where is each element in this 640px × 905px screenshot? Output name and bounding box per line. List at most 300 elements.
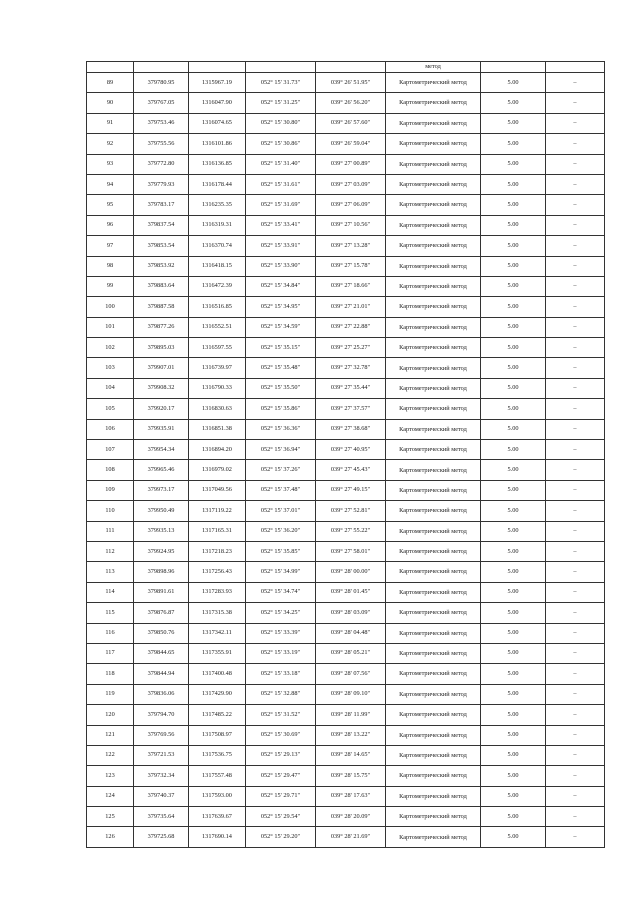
method-cell: Картометрический метод [386, 338, 481, 358]
cell-empty [316, 62, 386, 73]
cell-empty [481, 62, 546, 73]
table-row [87, 807, 605, 827]
method-cell: Картометрический метод [386, 297, 481, 317]
method-cell: Картометрический метод [386, 399, 481, 419]
extra-cell: – [546, 664, 605, 684]
extra-cell: – [546, 582, 605, 602]
x-coordinate-cell: 379935.91 [134, 419, 189, 439]
method-cell: Картометрический метод [386, 603, 481, 623]
x-coordinate-cell: 379877.26 [134, 317, 189, 337]
point-number-cell: 95 [87, 195, 134, 215]
point-number-cell: 98 [87, 256, 134, 276]
accuracy-cell: 5.00 [481, 480, 546, 500]
y-coordinate-cell: 1317508.97 [189, 725, 246, 745]
table-row [87, 541, 605, 561]
table-row [87, 766, 605, 786]
point-number-cell: 107 [87, 440, 134, 460]
y-coordinate-cell: 1316074.65 [189, 113, 246, 133]
extra-cell: – [546, 399, 605, 419]
x-coordinate-cell: 379753.46 [134, 113, 189, 133]
y-coordinate-cell: 1317283.93 [189, 582, 246, 602]
table-row [87, 786, 605, 806]
longitude-cell: 039° 27' 25.27" [316, 338, 386, 358]
point-number-cell: 104 [87, 378, 134, 398]
accuracy-cell: 5.00 [481, 419, 546, 439]
x-coordinate-cell: 379924.95 [134, 541, 189, 561]
extra-cell: – [546, 73, 605, 93]
y-coordinate-cell: 1316472.39 [189, 276, 246, 296]
y-coordinate-cell: 1317639.67 [189, 807, 246, 827]
accuracy-cell: 5.00 [481, 684, 546, 704]
extra-cell: – [546, 154, 605, 174]
longitude-cell: 039° 28' 03.09" [316, 603, 386, 623]
x-coordinate-cell: 379779.93 [134, 174, 189, 194]
table-row [87, 154, 605, 174]
accuracy-cell: 5.00 [481, 195, 546, 215]
y-coordinate-cell: 1317315.38 [189, 603, 246, 623]
point-number-cell: 108 [87, 460, 134, 480]
x-coordinate-cell: 379950.49 [134, 501, 189, 521]
longitude-cell: 039° 27' 15.78" [316, 256, 386, 276]
method-cell: Картометрический метод [386, 236, 481, 256]
latitude-cell: 052° 15' 29.54" [246, 807, 316, 827]
point-number-cell: 123 [87, 766, 134, 786]
x-coordinate-cell: 379907.01 [134, 358, 189, 378]
x-coordinate-cell: 379891.61 [134, 582, 189, 602]
extra-cell: – [546, 603, 605, 623]
latitude-cell: 052° 15' 29.47" [246, 766, 316, 786]
x-coordinate-cell: 379853.92 [134, 256, 189, 276]
extra-cell: – [546, 480, 605, 500]
latitude-cell: 052° 15' 34.99" [246, 562, 316, 582]
x-coordinate-cell: 379740.37 [134, 786, 189, 806]
accuracy-cell: 5.00 [481, 276, 546, 296]
point-number-cell: 96 [87, 215, 134, 235]
longitude-cell: 039° 27' 38.68" [316, 419, 386, 439]
latitude-cell: 052° 15' 31.69" [246, 195, 316, 215]
longitude-cell: 039° 27' 35.44" [316, 378, 386, 398]
x-coordinate-cell: 379721.53 [134, 745, 189, 765]
point-number-cell: 89 [87, 73, 134, 93]
table-row [87, 297, 605, 317]
point-number-cell: 109 [87, 480, 134, 500]
y-coordinate-cell: 1316894.20 [189, 440, 246, 460]
longitude-cell: 039° 28' 07.56" [316, 664, 386, 684]
x-coordinate-cell: 379920.17 [134, 399, 189, 419]
longitude-cell: 039° 26' 57.60" [316, 113, 386, 133]
x-coordinate-cell: 379853.54 [134, 236, 189, 256]
extra-cell: – [546, 725, 605, 745]
latitude-cell: 052° 15' 33.18" [246, 664, 316, 684]
point-number-cell: 125 [87, 807, 134, 827]
method-cell: Картометрический метод [386, 317, 481, 337]
accuracy-cell: 5.00 [481, 582, 546, 602]
point-number-cell: 102 [87, 338, 134, 358]
table-row [87, 236, 605, 256]
extra-cell: – [546, 827, 605, 847]
latitude-cell: 052° 15' 35.50" [246, 378, 316, 398]
longitude-cell: 039° 28' 09.10" [316, 684, 386, 704]
method-cell: Картометрический метод [386, 521, 481, 541]
table-row [87, 501, 605, 521]
method-cell: Картометрический метод [386, 705, 481, 725]
table-row [87, 215, 605, 235]
method-cell: Картометрический метод [386, 766, 481, 786]
y-coordinate-cell: 1316178.44 [189, 174, 246, 194]
accuracy-cell: 5.00 [481, 643, 546, 663]
y-coordinate-cell: 1316418.15 [189, 256, 246, 276]
latitude-cell: 052° 15' 36.36" [246, 419, 316, 439]
longitude-cell: 039° 27' 03.09" [316, 174, 386, 194]
longitude-cell: 039° 28' 00.00" [316, 562, 386, 582]
point-number-cell: 117 [87, 643, 134, 663]
table-row [87, 358, 605, 378]
accuracy-cell: 5.00 [481, 827, 546, 847]
extra-cell: – [546, 113, 605, 133]
accuracy-cell: 5.00 [481, 134, 546, 154]
x-coordinate-cell: 379887.58 [134, 297, 189, 317]
latitude-cell: 052° 15' 33.91" [246, 236, 316, 256]
table-row [87, 317, 605, 337]
table-row [87, 134, 605, 154]
cell-empty [246, 62, 316, 73]
point-number-cell: 100 [87, 297, 134, 317]
table-row [87, 623, 605, 643]
extra-cell: – [546, 174, 605, 194]
method-cell: Картометрический метод [386, 541, 481, 561]
latitude-cell: 052° 15' 33.19" [246, 643, 316, 663]
table-row [87, 174, 605, 194]
table-row [87, 113, 605, 133]
table-body [87, 62, 605, 848]
extra-cell: – [546, 256, 605, 276]
x-coordinate-cell: 379794.70 [134, 705, 189, 725]
method-cell: Картометрический метод [386, 582, 481, 602]
latitude-cell: 052° 15' 37.26" [246, 460, 316, 480]
method-cell: Картометрический метод [386, 419, 481, 439]
longitude-cell: 039° 28' 20.09" [316, 807, 386, 827]
method-cell: Картометрический метод [386, 501, 481, 521]
accuracy-cell: 5.00 [481, 93, 546, 113]
method-cell: Картометрический метод [386, 562, 481, 582]
x-coordinate-cell: 379725.68 [134, 827, 189, 847]
latitude-cell: 052° 15' 31.73" [246, 73, 316, 93]
accuracy-cell: 5.00 [481, 297, 546, 317]
method-cell: Картометрический метод [386, 684, 481, 704]
method-cell: Картометрический метод [386, 113, 481, 133]
table-row [87, 521, 605, 541]
x-coordinate-cell: 379954.34 [134, 440, 189, 460]
latitude-cell: 052° 15' 32.88" [246, 684, 316, 704]
table-row [87, 195, 605, 215]
longitude-cell: 039° 26' 59.04" [316, 134, 386, 154]
extra-cell: – [546, 521, 605, 541]
x-coordinate-cell: 379973.17 [134, 480, 189, 500]
extra-cell: – [546, 786, 605, 806]
extra-cell: – [546, 215, 605, 235]
table-row [87, 664, 605, 684]
table-row [87, 399, 605, 419]
extra-cell: – [546, 236, 605, 256]
table-row [87, 745, 605, 765]
longitude-cell: 039° 28' 05.21" [316, 643, 386, 663]
latitude-cell: 052° 15' 30.86" [246, 134, 316, 154]
latitude-cell: 052° 15' 30.80" [246, 113, 316, 133]
extra-cell: – [546, 643, 605, 663]
table-row [87, 643, 605, 663]
accuracy-cell: 5.00 [481, 603, 546, 623]
y-coordinate-cell: 1317593.00 [189, 786, 246, 806]
table-row [87, 73, 605, 93]
method-cell: Картометрический метод [386, 215, 481, 235]
y-coordinate-cell: 1317355.91 [189, 643, 246, 663]
y-coordinate-cell: 1316235.35 [189, 195, 246, 215]
y-coordinate-cell: 1317165.31 [189, 521, 246, 541]
point-number-cell: 106 [87, 419, 134, 439]
table-row [87, 582, 605, 602]
y-coordinate-cell: 1316319.31 [189, 215, 246, 235]
longitude-cell: 039° 27' 00.89" [316, 154, 386, 174]
cell-empty [87, 62, 134, 73]
point-number-cell: 118 [87, 664, 134, 684]
x-coordinate-cell: 379876.87 [134, 603, 189, 623]
x-coordinate-cell: 379844.65 [134, 643, 189, 663]
point-number-cell: 90 [87, 93, 134, 113]
method-cell: Картометрический метод [386, 358, 481, 378]
x-coordinate-cell: 379965.46 [134, 460, 189, 480]
extra-cell: – [546, 276, 605, 296]
method-cell: Картометрический метод [386, 195, 481, 215]
accuracy-cell: 5.00 [481, 623, 546, 643]
accuracy-cell: 5.00 [481, 460, 546, 480]
extra-cell: – [546, 378, 605, 398]
extra-cell: – [546, 195, 605, 215]
point-number-cell: 112 [87, 541, 134, 561]
extra-cell: – [546, 297, 605, 317]
point-number-cell: 99 [87, 276, 134, 296]
longitude-cell: 039° 27' 22.88" [316, 317, 386, 337]
latitude-cell: 052° 15' 30.69" [246, 725, 316, 745]
longitude-cell: 039° 27' 21.01" [316, 297, 386, 317]
y-coordinate-cell: 1316851.38 [189, 419, 246, 439]
x-coordinate-cell: 379836.06 [134, 684, 189, 704]
longitude-cell: 039° 28' 15.75" [316, 766, 386, 786]
longitude-cell: 039° 28' 04.48" [316, 623, 386, 643]
longitude-cell: 039° 27' 32.78" [316, 358, 386, 378]
extra-cell: – [546, 460, 605, 480]
method-cell: Картометрический метод [386, 440, 481, 460]
method-cell: Картометрический метод [386, 623, 481, 643]
latitude-cell: 052° 15' 31.25" [246, 93, 316, 113]
extra-cell: – [546, 541, 605, 561]
point-number-cell: 120 [87, 705, 134, 725]
point-number-cell: 124 [87, 786, 134, 806]
method-cell: Картометрический метод [386, 745, 481, 765]
y-coordinate-cell: 1317256.43 [189, 562, 246, 582]
x-coordinate-cell: 379850.76 [134, 623, 189, 643]
point-number-cell: 126 [87, 827, 134, 847]
table-row [87, 338, 605, 358]
latitude-cell: 052° 15' 31.40" [246, 154, 316, 174]
latitude-cell: 052° 15' 35.86" [246, 399, 316, 419]
point-number-cell: 114 [87, 582, 134, 602]
y-coordinate-cell: 1317485.22 [189, 705, 246, 725]
longitude-cell: 039° 28' 21.69" [316, 827, 386, 847]
longitude-cell: 039° 27' 18.66" [316, 276, 386, 296]
extra-cell: – [546, 684, 605, 704]
accuracy-cell: 5.00 [481, 73, 546, 93]
x-coordinate-cell: 379883.64 [134, 276, 189, 296]
method-cell: Картометрический метод [386, 93, 481, 113]
point-number-cell: 91 [87, 113, 134, 133]
accuracy-cell: 5.00 [481, 154, 546, 174]
accuracy-cell: 5.00 [481, 358, 546, 378]
table-row [87, 256, 605, 276]
method-cell: Картометрический метод [386, 827, 481, 847]
extra-cell: – [546, 766, 605, 786]
table-row [87, 603, 605, 623]
x-coordinate-cell: 379844.94 [134, 664, 189, 684]
accuracy-cell: 5.00 [481, 807, 546, 827]
latitude-cell: 052° 15' 36.94" [246, 440, 316, 460]
longitude-cell: 039° 27' 49.15" [316, 480, 386, 500]
table-row [87, 684, 605, 704]
cell-empty [546, 62, 605, 73]
y-coordinate-cell: 1317218.23 [189, 541, 246, 561]
accuracy-cell: 5.00 [481, 338, 546, 358]
extra-cell: – [546, 358, 605, 378]
latitude-cell: 052° 15' 35.15" [246, 338, 316, 358]
accuracy-cell: 5.00 [481, 399, 546, 419]
latitude-cell: 052° 15' 29.71" [246, 786, 316, 806]
x-coordinate-cell: 379769.56 [134, 725, 189, 745]
table-row [87, 827, 605, 847]
latitude-cell: 052° 15' 31.61" [246, 174, 316, 194]
y-coordinate-cell: 1317429.90 [189, 684, 246, 704]
method-cell: Картометрический метод [386, 643, 481, 663]
longitude-cell: 039° 27' 55.22" [316, 521, 386, 541]
longitude-cell: 039° 26' 51.95" [316, 73, 386, 93]
point-number-cell: 92 [87, 134, 134, 154]
x-coordinate-cell: 379767.05 [134, 93, 189, 113]
latitude-cell: 052° 15' 35.85" [246, 541, 316, 561]
table-row [87, 419, 605, 439]
y-coordinate-cell: 1316790.33 [189, 378, 246, 398]
accuracy-cell: 5.00 [481, 745, 546, 765]
continuation-method-cell: метод [386, 62, 481, 73]
point-number-cell: 119 [87, 684, 134, 704]
accuracy-cell: 5.00 [481, 113, 546, 133]
longitude-cell: 039° 27' 37.57" [316, 399, 386, 419]
y-coordinate-cell: 1316047.90 [189, 93, 246, 113]
extra-cell: – [546, 338, 605, 358]
longitude-cell: 039° 27' 10.56" [316, 215, 386, 235]
point-number-cell: 122 [87, 745, 134, 765]
y-coordinate-cell: 1317536.75 [189, 745, 246, 765]
latitude-cell: 052° 15' 33.90" [246, 256, 316, 276]
method-cell: Картометрический метод [386, 664, 481, 684]
latitude-cell: 052° 15' 36.20" [246, 521, 316, 541]
table-row [87, 378, 605, 398]
continuation-row [87, 62, 605, 73]
y-coordinate-cell: 1317049.56 [189, 480, 246, 500]
accuracy-cell: 5.00 [481, 215, 546, 235]
x-coordinate-cell: 379783.17 [134, 195, 189, 215]
method-cell: Картометрический метод [386, 276, 481, 296]
table-row [87, 562, 605, 582]
table-row [87, 705, 605, 725]
latitude-cell: 052° 15' 37.01" [246, 501, 316, 521]
y-coordinate-cell: 1316370.74 [189, 236, 246, 256]
table-row [87, 480, 605, 500]
table-row [87, 460, 605, 480]
latitude-cell: 052° 15' 29.20" [246, 827, 316, 847]
longitude-cell: 039° 26' 56.20" [316, 93, 386, 113]
y-coordinate-cell: 1316830.63 [189, 399, 246, 419]
longitude-cell: 039° 28' 17.63" [316, 786, 386, 806]
longitude-cell: 039° 27' 58.01" [316, 541, 386, 561]
method-cell: Картометрический метод [386, 134, 481, 154]
accuracy-cell: 5.00 [481, 725, 546, 745]
y-coordinate-cell: 1316136.85 [189, 154, 246, 174]
extra-cell: – [546, 93, 605, 113]
extra-cell: – [546, 807, 605, 827]
longitude-cell: 039° 27' 40.95" [316, 440, 386, 460]
extra-cell: – [546, 419, 605, 439]
longitude-cell: 039° 27' 52.81" [316, 501, 386, 521]
y-coordinate-cell: 1317119.22 [189, 501, 246, 521]
accuracy-cell: 5.00 [481, 501, 546, 521]
latitude-cell: 052° 15' 35.48" [246, 358, 316, 378]
method-cell: Картометрический метод [386, 786, 481, 806]
extra-cell: – [546, 501, 605, 521]
table-row [87, 276, 605, 296]
y-coordinate-cell: 1316739.97 [189, 358, 246, 378]
y-coordinate-cell: 1316516.85 [189, 297, 246, 317]
x-coordinate-cell: 379755.56 [134, 134, 189, 154]
latitude-cell: 052° 15' 33.41" [246, 215, 316, 235]
latitude-cell: 052° 15' 29.13" [246, 745, 316, 765]
accuracy-cell: 5.00 [481, 541, 546, 561]
extra-cell: – [546, 440, 605, 460]
table-row [87, 725, 605, 745]
y-coordinate-cell: 1317400.48 [189, 664, 246, 684]
point-number-cell: 94 [87, 174, 134, 194]
x-coordinate-cell: 379898.96 [134, 562, 189, 582]
point-number-cell: 101 [87, 317, 134, 337]
accuracy-cell: 5.00 [481, 440, 546, 460]
latitude-cell: 052° 15' 34.95" [246, 297, 316, 317]
x-coordinate-cell: 379935.13 [134, 521, 189, 541]
point-number-cell: 113 [87, 562, 134, 582]
latitude-cell: 052° 15' 31.52" [246, 705, 316, 725]
extra-cell: – [546, 705, 605, 725]
longitude-cell: 039° 28' 14.65" [316, 745, 386, 765]
x-coordinate-cell: 379735.64 [134, 807, 189, 827]
longitude-cell: 039° 28' 13.22" [316, 725, 386, 745]
accuracy-cell: 5.00 [481, 174, 546, 194]
extra-cell: – [546, 134, 605, 154]
point-number-cell: 97 [87, 236, 134, 256]
coordinates-table [86, 61, 605, 848]
accuracy-cell: 5.00 [481, 521, 546, 541]
y-coordinate-cell: 1315967.19 [189, 73, 246, 93]
accuracy-cell: 5.00 [481, 378, 546, 398]
y-coordinate-cell: 1317557.48 [189, 766, 246, 786]
accuracy-cell: 5.00 [481, 256, 546, 276]
y-coordinate-cell: 1316597.55 [189, 338, 246, 358]
point-number-cell: 111 [87, 521, 134, 541]
